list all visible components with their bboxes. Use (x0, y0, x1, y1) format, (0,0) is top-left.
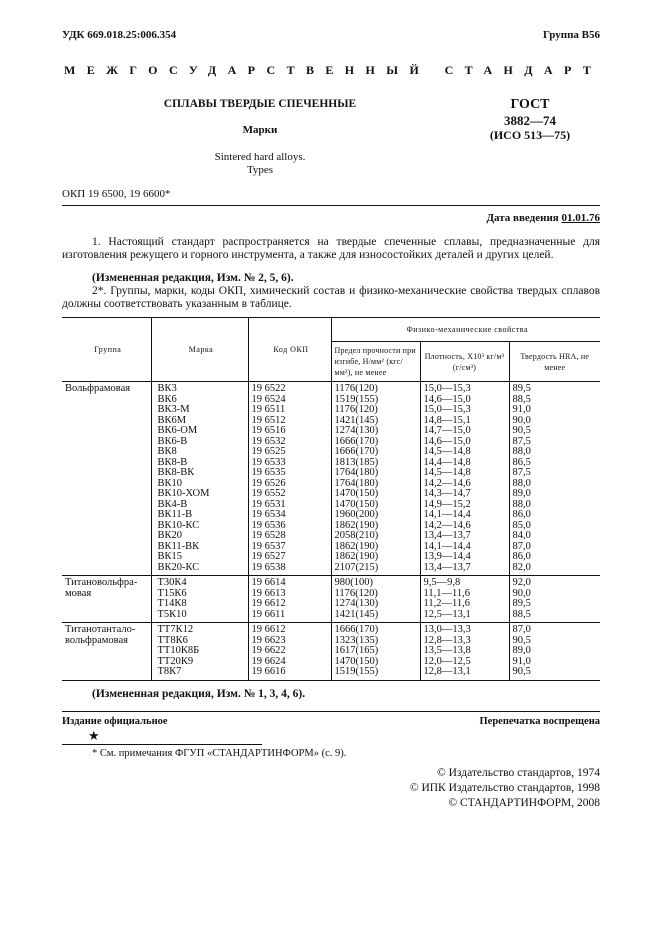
group-name: Титанотантало- (65, 624, 136, 635)
density-cell: 13,4—13,7 (423, 530, 471, 541)
table-row (62, 576, 600, 623)
group-cell (62, 623, 151, 681)
okp-code-cell: 19 6537 (251, 540, 286, 552)
density-cell: 15,0—15,3 (423, 383, 471, 394)
strength-cell: 1519(155) (334, 393, 379, 405)
hardness-cell: 85,0 (512, 519, 531, 531)
mark-cell: ВК15 (157, 551, 183, 562)
hardness-cell: 88,5 (512, 393, 531, 405)
copyright-line: © СТАНДАРТИНФОРМ, 2008 (448, 797, 600, 809)
strength-cell: 1862(190) (334, 519, 379, 531)
hardness-column (509, 576, 600, 623)
strength-cell: 1470(150) (334, 498, 379, 510)
okp-code-cell: 19 6613 (251, 587, 286, 599)
strength-cell: 1519(155) (334, 666, 379, 677)
okp-code-cell: 19 6524 (251, 393, 286, 405)
strength-column (331, 382, 420, 576)
intro-date-value: 01.01.76 (561, 212, 600, 224)
mark-cell: Т5К10 (157, 608, 187, 620)
gost-label: ГОСТ (510, 97, 550, 112)
alloys-table (62, 317, 600, 681)
hardness-cell: 90,5 (512, 425, 531, 436)
strength-cell: 1323(135) (334, 634, 379, 646)
hardness-column (509, 382, 600, 576)
hardness-cell: 87,5 (512, 467, 531, 478)
hardness-cell: 90,0 (512, 587, 531, 599)
hardness-cell: 87,0 (512, 624, 531, 635)
density-cell: 14,5—14,8 (423, 467, 471, 478)
footer-divider (62, 711, 600, 712)
hardness-cell: 89,5 (512, 598, 531, 609)
strength-cell: 1176(120) (334, 404, 378, 415)
strength-cell: 1176(120) (334, 587, 378, 599)
okp-code-cell: 19 6614 (251, 577, 286, 588)
paragraph-1-amendment: (Измененная редакция, Изм. № 2, 5, 6). (92, 272, 294, 284)
copyright-block (410, 766, 600, 811)
hardness-cell: 86,0 (512, 509, 531, 520)
col-header-group: Группа (62, 318, 151, 382)
density-cell: 14,2—14,6 (423, 477, 471, 489)
okp-code-cell: 19 6534 (251, 509, 286, 520)
okp-code-cell: 19 6526 (251, 477, 286, 489)
table-row (62, 382, 600, 576)
footnote: * См. примечания ФГУП «СТАНДАРТИНФОРМ» (с. 9). (92, 748, 347, 759)
mark-cell: ВК20-КС (157, 561, 200, 573)
okp-code-cell: 19 6522 (251, 383, 286, 394)
okp-code-cell: 19 6616 (251, 666, 286, 677)
hardness-cell: 86,0 (512, 551, 531, 562)
strength-cell: 1421(145) (334, 414, 379, 426)
hardness-cell: 89,5 (512, 383, 531, 394)
hardness-cell: 90,0 (512, 414, 531, 426)
table-row (62, 623, 600, 681)
density-cell: 14,1—14,4 (423, 540, 471, 552)
density-cell: 9,5—9,8 (423, 577, 461, 588)
group-name: мовая (65, 587, 92, 599)
col-header-hardness: Твердость HRA, не менее (509, 342, 600, 382)
mark-cell: ВК10-ХОМ (157, 488, 210, 499)
okp-code-cell: 19 6535 (251, 467, 286, 478)
hardness-cell: 87,5 (512, 435, 531, 447)
density-cell: 14,6—15,0 (423, 393, 471, 405)
english-title: Sintered hard alloys. (214, 151, 306, 163)
intro-date-label: Дата введения (486, 212, 559, 224)
density-cell: 13,9—14,4 (423, 551, 471, 562)
hardness-cell: 84,0 (512, 530, 531, 541)
group-cell (62, 576, 151, 623)
okp-code-cell: 19 6512 (251, 414, 286, 426)
density-cell: 12,8—13,3 (423, 634, 471, 646)
density-column (420, 576, 509, 623)
mark-cell: ВК11-В (157, 509, 193, 520)
group-name: вольфрамовая (65, 634, 128, 646)
mark-column (151, 576, 248, 623)
strength-cell: 1960(200) (334, 509, 379, 520)
okp-code-cell: 19 6511 (251, 404, 286, 415)
hardness-cell: 90,5 (512, 634, 531, 646)
english-subtitle: Types (246, 164, 274, 176)
strength-cell: 1862(190) (334, 540, 379, 552)
okp-code-cell: 19 6622 (251, 645, 286, 656)
col-header-physical-properties: Физико-механические свойства (331, 318, 600, 342)
group-cell (62, 382, 151, 576)
strength-cell: 1470(150) (334, 488, 379, 499)
okp-code-cell: 19 6532 (251, 435, 286, 447)
paragraph-2: 2*. Группы, марки, коды ОКП, химический состав и физико-механические свойства твердых сплавов должны соответствовать указанным в таблице. (62, 285, 600, 310)
hardness-column (509, 623, 600, 681)
density-cell: 14,7—15,0 (423, 425, 471, 436)
mark-cell: ТТ10К8Б (157, 645, 200, 656)
mark-cell: ВК4-В (157, 498, 188, 510)
okp-code-cell: 19 6531 (251, 498, 286, 510)
okp-code-column (248, 623, 331, 681)
gost-number: 3882—74 (504, 113, 556, 128)
strength-cell: 1421(145) (334, 608, 379, 620)
star-icon: ★ (88, 728, 100, 743)
density-cell: 14,9—15,2 (423, 498, 471, 510)
okp-code-cell: 19 6538 (251, 561, 286, 573)
hardness-cell: 88,5 (512, 608, 531, 620)
mark-cell: ВК20 (157, 530, 183, 541)
hardness-cell: 87,0 (512, 540, 531, 552)
strength-cell: 1764(180) (334, 477, 379, 489)
hardness-cell: 89,0 (512, 488, 531, 499)
mark-cell: ВК8-В (157, 456, 188, 468)
density-cell: 12,0—12,5 (423, 655, 471, 667)
density-cell: 11,1—11,6 (423, 587, 470, 599)
mark-cell: ВК8-ВК (157, 467, 195, 478)
okp-code-cell: 19 6611 (251, 608, 286, 620)
okp-code-cell: 19 6612 (251, 598, 286, 609)
mark-cell: Т15К6 (157, 587, 187, 599)
mark-cell: ВК6М (157, 414, 187, 426)
standard-subtitle: Марки (242, 124, 278, 136)
table-amendment-note: (Измененная редакция, Изм. № 1, 3, 4, 6). (92, 688, 306, 700)
okp-code-column (248, 382, 331, 576)
paragraph-1: 1. Настоящий стандарт распространяется на твердые спеченные сплавы, предназначенные для изготовления режущего и горного инструмента, а также для износостойких деталей и других целей. (62, 236, 600, 261)
hardness-cell: 88,0 (512, 477, 531, 489)
density-cell: 12,8—13,1 (423, 666, 471, 677)
mark-cell: Т30К4 (157, 577, 187, 588)
mark-cell: Т14К8 (157, 598, 187, 609)
mark-cell: ВК6-В (157, 435, 188, 447)
interstate-standard-banner: МЕЖГОСУДАРСТВЕННЫЙ СТАНДАРТ (64, 63, 603, 77)
hardness-cell: 92,0 (512, 577, 531, 588)
strength-cell: 1666(170) (334, 446, 379, 457)
mark-cell: Т8К7 (157, 666, 182, 677)
hardness-cell: 82,0 (512, 561, 531, 573)
col-header-mark: Марка (151, 318, 248, 382)
strength-cell: 1617(165) (334, 645, 379, 656)
iso-reference: (ИСО 513—75) (489, 128, 571, 142)
mark-column (151, 382, 248, 576)
density-cell: 12,5—13,1 (423, 608, 471, 620)
copyright-line: © ИПК Издательство стандартов, 1998 (409, 782, 600, 794)
okp-code-column (248, 576, 331, 623)
okp-code-cell: 19 6623 (251, 634, 286, 646)
okp-code-cell: 19 6624 (251, 655, 286, 667)
copyright-line: © Издательство стандартов, 1974 (436, 767, 600, 779)
strength-cell: 980(100) (334, 577, 373, 588)
mark-cell: ТТ20К9 (157, 655, 194, 667)
okp-codes: ОКП 19 6500, 19 6600* (62, 188, 171, 200)
density-cell: 14,4—14,8 (423, 456, 471, 468)
header-divider (62, 205, 600, 206)
mark-cell: ВК11-ВК (157, 540, 200, 552)
okp-code-cell: 19 6527 (251, 551, 286, 562)
density-cell: 14,5—14,8 (423, 446, 471, 457)
strength-cell: 1274(130) (334, 598, 379, 609)
density-cell: 13,5—13,8 (423, 645, 471, 656)
okp-code-cell: 19 6536 (251, 519, 286, 531)
okp-code-cell: 19 6516 (251, 425, 286, 436)
mark-column (151, 623, 248, 681)
group-code: Группа В56 (542, 29, 600, 41)
hardness-cell: 88,0 (512, 446, 531, 457)
hardness-cell: 91,0 (512, 655, 531, 667)
col-header-okp-code: Код ОКП (248, 318, 331, 382)
density-cell: 14,3—14,7 (423, 488, 471, 499)
strength-cell: 1862(190) (334, 551, 379, 562)
density-cell: 13,0—13,3 (423, 624, 471, 635)
density-cell: 13,4—13,7 (423, 561, 471, 573)
density-cell: 14,6—15,0 (423, 435, 471, 447)
okp-code-cell: 19 6533 (251, 456, 286, 468)
strength-cell: 1176(120) (334, 383, 378, 394)
density-column (420, 623, 509, 681)
group-name: Титановольфра- (65, 577, 138, 588)
strength-cell: 1666(170) (334, 435, 379, 447)
intro-date (486, 212, 600, 224)
strength-cell: 1666(170) (334, 624, 379, 635)
strength-cell: 1813(185) (334, 456, 379, 468)
okp-code-cell: 19 6612 (251, 624, 286, 635)
footnote-divider (62, 744, 262, 745)
col-header-density: Плотность, X10³ кг/м³ (г/см³) (420, 342, 509, 382)
okp-code-cell: 19 6525 (251, 446, 286, 457)
density-cell: 14,2—14,6 (423, 519, 471, 531)
strength-cell: 1764(180) (334, 467, 379, 478)
strength-cell: 1274(130) (334, 425, 379, 436)
okp-code-cell: 19 6528 (251, 530, 286, 541)
density-cell: 15,0—15,3 (423, 404, 471, 415)
hardness-cell: 86,5 (512, 456, 531, 468)
reprint-prohibited: Перепечатка воспрещена (479, 716, 600, 727)
mark-cell: ВК10 (157, 477, 183, 489)
hardness-cell: 91,0 (512, 404, 531, 415)
density-cell: 14,1—14,4 (423, 509, 471, 520)
mark-cell: ВК10-КС (157, 519, 200, 531)
group-name: Вольфрамовая (65, 383, 131, 394)
strength-column (331, 623, 420, 681)
col-header-strength: Предел прочности при изгибе, Н/мм² (кгс/мм²), не менее (331, 342, 420, 382)
density-cell: 14,8—15,1 (423, 414, 471, 426)
density-column (420, 382, 509, 576)
mark-cell: ВК6-ОМ (157, 425, 198, 436)
standard-title: СПЛАВЫ ТВЕРДЫЕ СПЕЧЕННЫЕ (163, 98, 357, 110)
mark-cell: ВК3-М (157, 404, 190, 415)
official-edition: Издание официальное (62, 716, 168, 727)
hardness-cell: 89,0 (512, 645, 531, 656)
mark-cell: ТТ7К12 (157, 624, 194, 635)
mark-cell: ВК8 (157, 446, 177, 457)
mark-cell: ТТ8К6 (157, 634, 188, 646)
strength-cell: 2058(210) (334, 530, 379, 541)
mark-cell: ВК3 (157, 383, 177, 394)
density-cell: 11,2—11,6 (423, 598, 470, 609)
strength-column (331, 576, 420, 623)
udk-code: УДК 669.018.25:006.354 (62, 29, 177, 41)
hardness-cell: 88,0 (512, 498, 531, 510)
strength-cell: 1470(150) (334, 655, 379, 667)
strength-cell: 2107(215) (334, 561, 379, 573)
okp-code-cell: 19 6552 (251, 488, 286, 499)
hardness-cell: 90,5 (512, 666, 531, 677)
mark-cell: ВК6 (157, 393, 177, 405)
